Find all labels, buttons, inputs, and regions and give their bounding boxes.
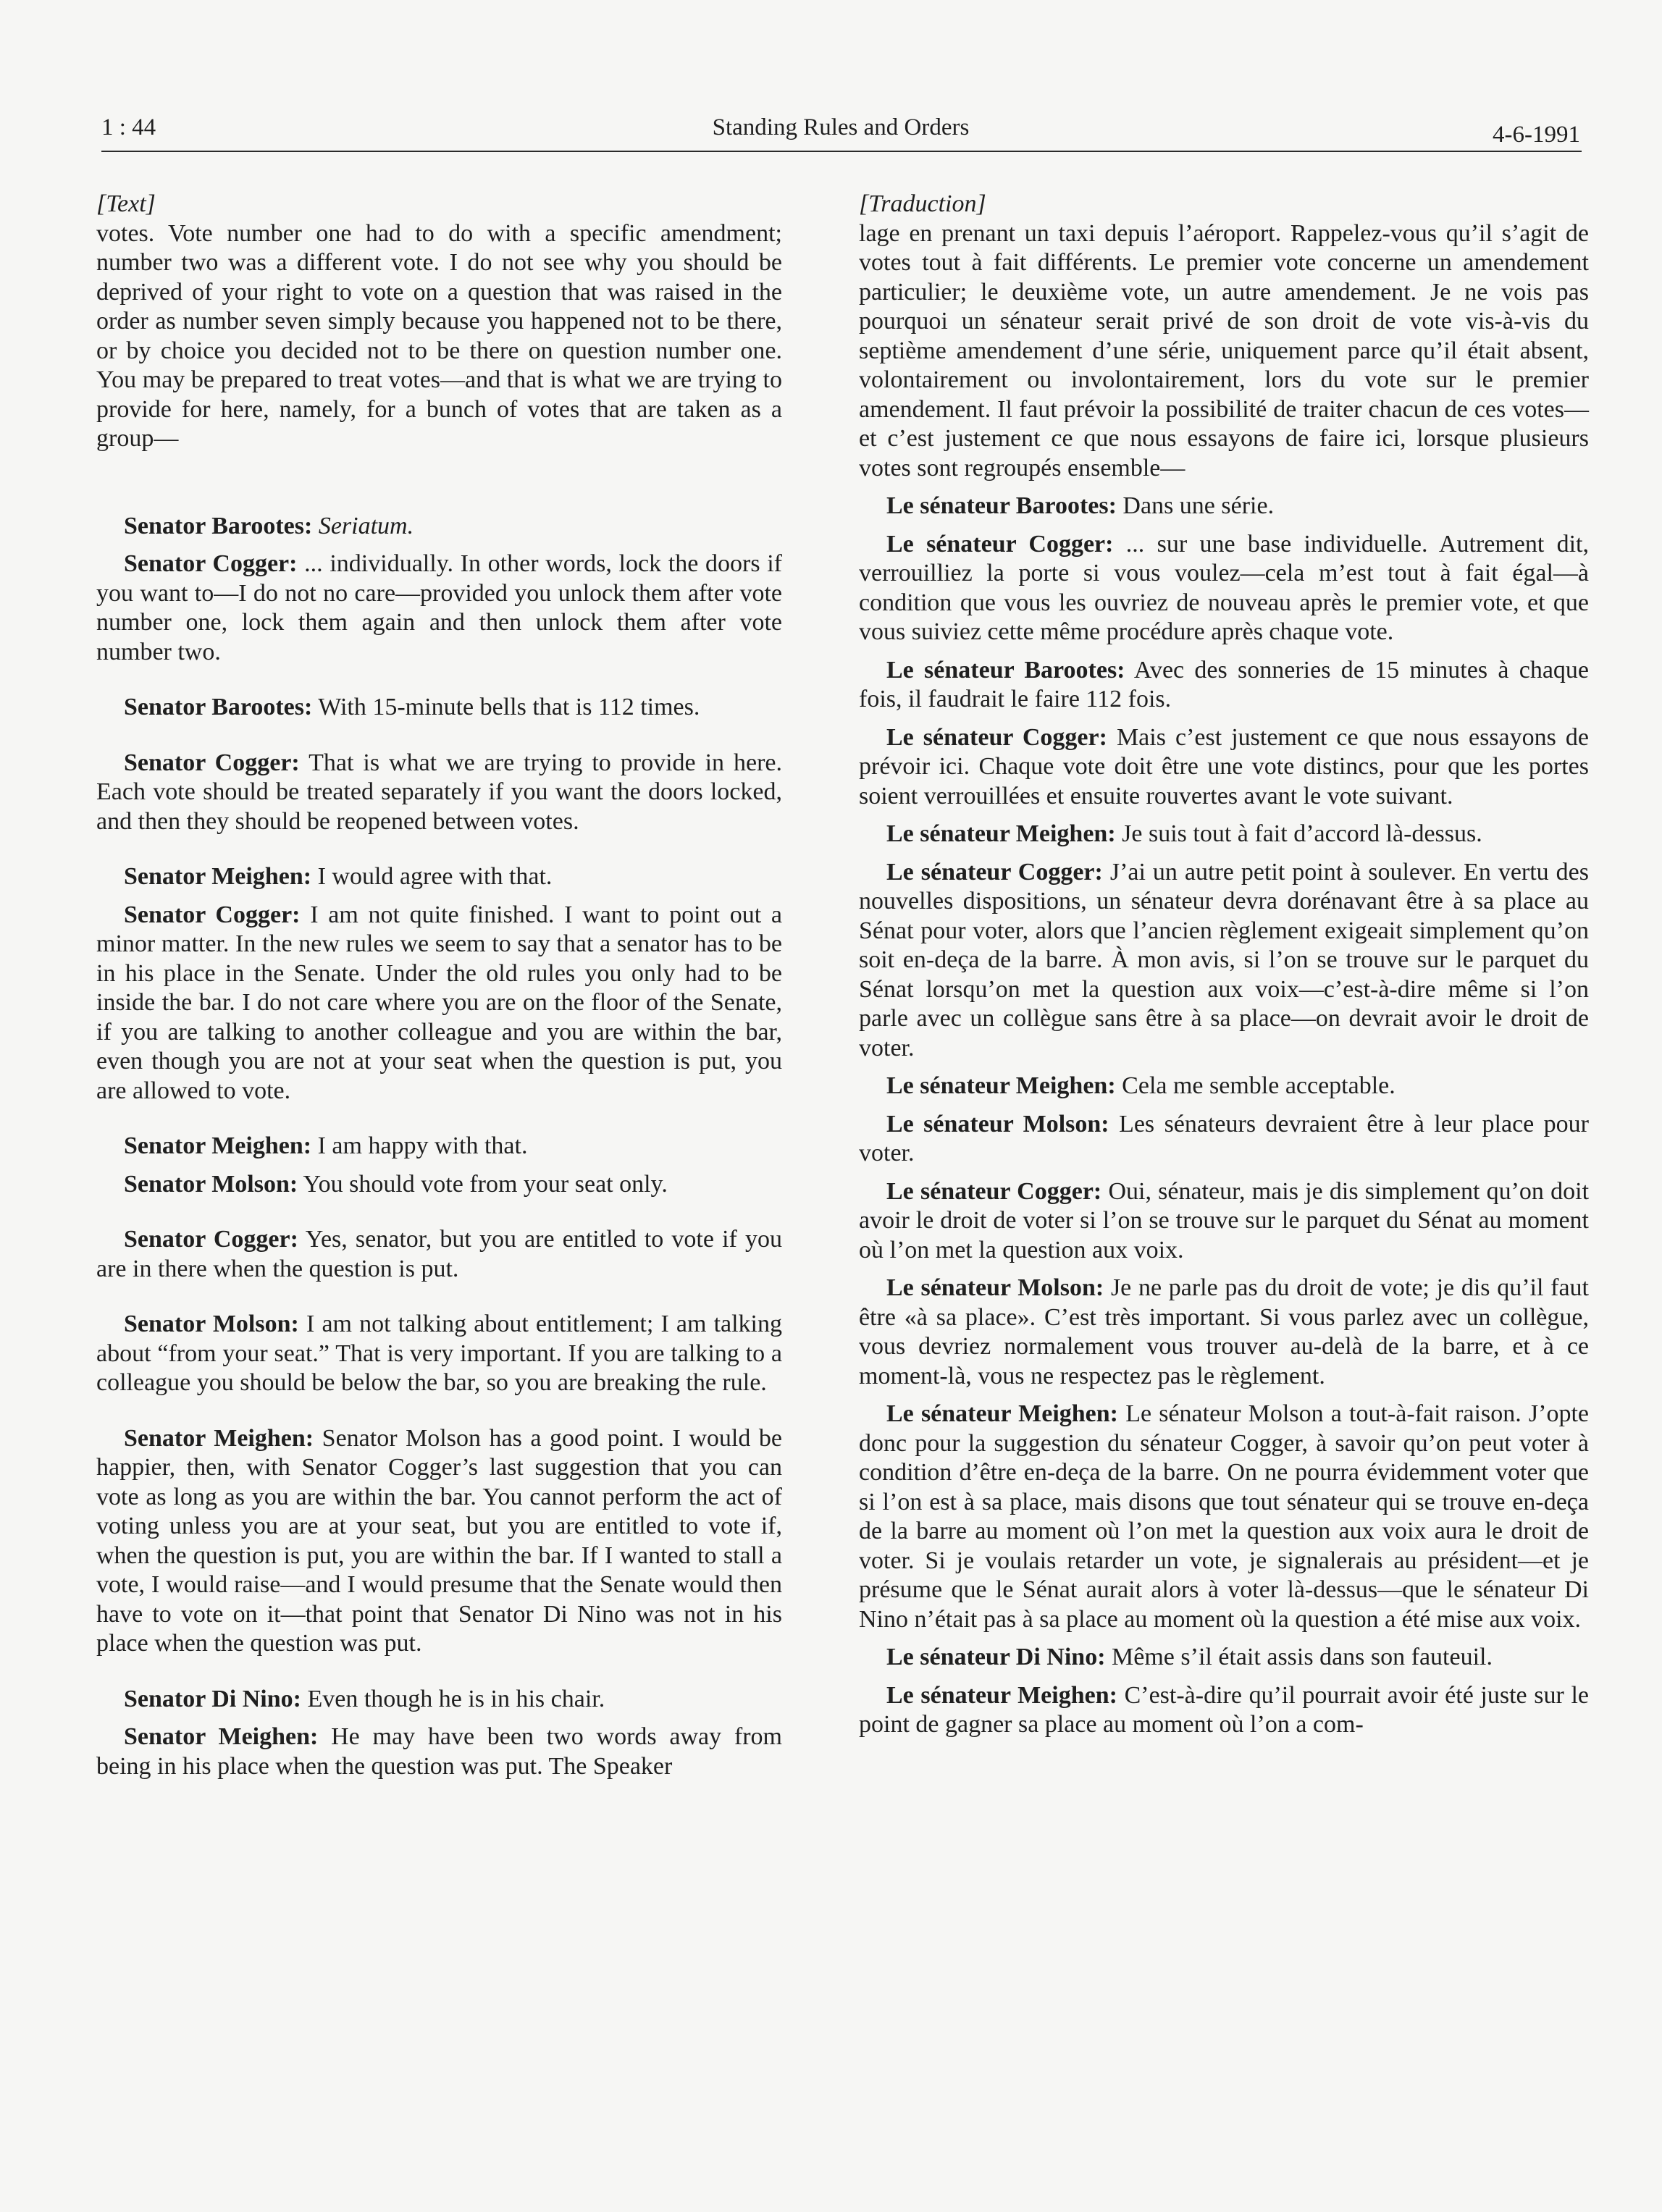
paragraph-text: I am not talking about entitlement; I am talking about “from your seat.” That is very important. If you are talking to a colleague you should be below the bar, so you are breaking the rule. <box>96 1311 782 1396</box>
speaker-name: Senator Meighen: <box>124 863 312 890</box>
running-title: Standing Rules and Orders <box>712 114 970 140</box>
paragraph-text: Senator Molson has a good point. I would be happier, then, with Senator Cogger’s last suggestion that you can vote as long as you are within the bar. You cannot perform the act of voting unless you are at your seat, but you are entitled to vote if, when the question is put, you are within the bar. If I wanted to stall a vote, I would raise—and I would presume that the Senate would then have to vote on it—that point that Senator Di Nino was not in his place when the question was put. <box>96 1424 782 1657</box>
paragraph-text: ... individually. In other words, lock the doors if you want to—I do not no care—provided you unlock them after vote number one, lock them again and then unlock them after vote number two. <box>96 550 783 665</box>
speaker-name: Senator Barootes: <box>124 512 313 539</box>
paragraph <box>859 1177 1589 1266</box>
paragraph <box>96 550 782 667</box>
paragraph-text: I am not quite finished. I want to point out a minor matter. In the new rules we seem to say that a senator has to be in his place in the Senate. Under the old rules you only had to be inside the bar. I do not care where you are on the floor of the Senate, if you are talking to another colleague and you are within the bar, even though you are not at your seat when the question is put, you are allowed to vote. <box>96 901 782 1104</box>
speaker-name: Le sénateur Cogger: <box>886 858 1103 886</box>
paragraph <box>859 820 1589 849</box>
paragraph-text: Cela me semble acceptable. <box>1122 1072 1396 1099</box>
paragraph <box>96 219 782 454</box>
paragraph-text: C’est-à-dire qu’il pourrait avoir été juste sur le point de gagner sa place au moment où l’on a com- <box>859 1681 1590 1738</box>
paragraph-text: Seriatum. <box>318 512 414 539</box>
paragraph-text: lage en prenant un taxi depuis l’aéroport. Rappelez-vous qu’il s’agit de votes tout à fait différents. Le premier vote concerne un amendement particulier; le deuxième vote, un autre amendement. Je ne vois pas pourquoi un sénateur serait privé de son droit de vote vis-à-vis du septième amendement d’une série, uniquement parce qu’il était absent, volontairement ou involontairement, lors du vote sur le premier amendement. Il faut prévoir la possibilité de traiter chacun de ces votes—et c’est justement ce que nous essayons de faire ici, lorsque plusieurs votes sont regroupés ensemble— <box>859 219 1589 481</box>
paragraph-text: Même s’il était assis dans son fauteuil. <box>1112 1644 1493 1670</box>
paragraph <box>96 1424 782 1659</box>
speaker-name: Le sénateur Cogger: <box>886 723 1107 751</box>
speaker-name: Senator Molson: <box>124 1170 298 1198</box>
paragraph-text: Je suis tout à fait d’accord là-dessus. <box>1122 820 1482 847</box>
paragraph <box>859 219 1589 484</box>
speaker-name: Le sénateur Cogger: <box>886 530 1114 558</box>
paragraph <box>96 1170 782 1200</box>
speaker-name: Senator Di Nino: <box>124 1685 301 1712</box>
speaker-name: Le sénateur Barootes: <box>886 656 1125 684</box>
speaker-name: Le sénateur Molson: <box>886 1110 1109 1137</box>
paragraph <box>859 723 1589 812</box>
paragraph <box>96 1132 782 1161</box>
column-label: [Traduction] <box>859 190 986 217</box>
speaker-name: Senator Molson: <box>124 1311 299 1337</box>
speaker-name: Senator Meighen: <box>124 1424 314 1452</box>
paragraph-text: Oui, sénateur, mais je dis simplement qu’on doit avoir le droit de voter si l’on se trouve sur le parquet du Sénat au moment où l’on met la question aux voix. <box>859 1177 1590 1263</box>
paragraph-text: votes. Vote number one had to do with a specific amendment; number two was a different vote. I do not see why you should be deprived of your right to vote on a question that was raised in the order as number seven simply because you happened not to be there, or by choice you decided not to be there on question number one. You may be prepared to treat votes—and that is what we are trying to provide for here, namely, for a bunch of votes that are taken as a group— <box>96 219 782 452</box>
paragraph-text: J’ai un autre petit point à soulever. En vertu des nouvelles dispositions, un sénateur devra dorénavant être à sa place au Sénat pour voter, alors que l’ancien règlement exigeait simplement qu’on soit en-deça de la barre. À mon avis, si l’on se trouve sur le parquet du Sénat lorsqu’on met la question aux voix—c’est-à-dire même si l’on parle avec un collègue sans être à sa place—on devrait avoir le droit de voter. <box>859 858 1589 1061</box>
paragraph-text: Even though he is in his chair. <box>307 1685 605 1712</box>
paragraph-text: With 15-minute bells that is 112 times. <box>318 694 700 720</box>
paragraph-text: That is what we are trying to provide in here. Each vote should be treated separately if you want the doors locked, and then they should be reopened between votes. <box>96 749 782 835</box>
paragraph <box>859 656 1589 715</box>
speaker-name: Senator Cogger: <box>124 550 298 577</box>
paragraph-text: ... sur une base individuelle. Autrement dit, verrouilliez la porte si vous voulez—cela m’est tout à fait égal—à condition que vous les ouvriez de nouveau après le premier vote, et que vous suiviez cette même procédure après chaque vote. <box>859 530 1589 645</box>
paragraph-text: Les sénateurs devraient être à leur place pour voter. <box>859 1110 1589 1166</box>
paragraph-text: I am happy with that. <box>317 1132 528 1159</box>
speaker-name: Le sénateur Molson: <box>886 1274 1104 1301</box>
speaker-name: Le sénateur Meighen: <box>886 1400 1119 1427</box>
page-number: 1 : 44 <box>101 114 156 140</box>
speaker-name: Le sénateur Cogger: <box>886 1177 1102 1205</box>
speaker-name: Senator Cogger: <box>124 901 301 928</box>
column-label: [Text] <box>96 190 156 217</box>
paragraph-text: He may have been two words away from being in his place when the question was put. The Speaker <box>96 1723 782 1780</box>
paragraph-text: Mais c’est justement ce que nous essayons de prévoir ici. Chaque vote doit être une vote distincs, pour que les portes soient verrouillées et ensuite rouvertes avant le vote suivant. <box>859 723 1590 809</box>
speaker-name: Le sénateur Meighen: <box>886 820 1116 847</box>
paragraph <box>859 1400 1589 1634</box>
paragraph <box>859 1110 1589 1169</box>
paragraph <box>96 1685 782 1715</box>
paragraph <box>96 901 782 1106</box>
paragraph <box>859 858 1589 1064</box>
speaker-name: Le sénateur Meighen: <box>886 1681 1117 1709</box>
speaker-name: Senator Barootes: <box>124 694 313 720</box>
page-date: 4-6-1991 <box>1493 122 1580 148</box>
speaker-name: Le sénateur Barootes: <box>886 492 1117 519</box>
paragraph <box>859 1072 1589 1101</box>
paragraph <box>859 1274 1589 1391</box>
paragraph <box>859 1643 1589 1673</box>
paragraph <box>96 693 782 723</box>
paragraph-text: You should vote from your seat only. <box>303 1170 668 1198</box>
speaker-name: Le sénateur Di Nino: <box>886 1644 1106 1670</box>
paragraph <box>96 1723 782 1781</box>
paragraph-text: Je ne parle pas du droit de vote; je dis qu’il faut être «à sa place». C’est très important. Si vous parlez avec un collègue, vous devriez normalement vous trouver au-delà de la barre, et à ce moment-là, vous ne respectez pas le règlement. <box>859 1274 1589 1389</box>
paragraph <box>96 512 782 542</box>
paragraph <box>859 1681 1589 1740</box>
speaker-name: Senator Cogger: <box>124 749 300 776</box>
english-column <box>96 190 782 1781</box>
paragraph <box>96 749 782 837</box>
page-header <box>101 114 1580 155</box>
paragraph <box>96 1225 782 1284</box>
speaker-name: Le sénateur Meighen: <box>886 1072 1116 1099</box>
paragraph <box>859 492 1589 521</box>
paragraph-text: Le sénateur Molson a tout-à-fait raison. J’opte donc pour la suggestion du sénateur Cogger, à savoir qu’on peut voter à condition d’être en-deça de la barre. On ne pourra évidemment voter que si l’on est à sa place, mais disons que tout sénateur qui se trouve en-deça de la barre au moment où l’on met la question aux voix aura le droit de voter. Si je voulais retarder un vote, je signalerais au président—et je présume que le Sénat aurait alors à voter là-dessus—que le sénateur Di Nino n’était pas à sa place au moment où la question a été mise aux voix. <box>859 1400 1590 1633</box>
paragraph <box>859 530 1589 647</box>
paragraph-text: Avec des sonneries de 15 minutes à chaque fois, il faudrait le faire 112 fois. <box>859 656 1590 712</box>
paragraph-text: Dans une série. <box>1122 492 1275 519</box>
french-column <box>859 190 1589 1740</box>
header-rule <box>101 151 1582 152</box>
paragraph <box>96 1310 782 1398</box>
paragraph <box>96 862 782 892</box>
paragraph-text: I would agree with that. <box>317 863 553 890</box>
speaker-name: Senator Cogger: <box>124 1226 298 1253</box>
speaker-name: Senator Meighen: <box>124 1132 312 1159</box>
speaker-name: Senator Meighen: <box>124 1723 319 1750</box>
paragraph-text: Yes, senator, but you are entitled to vote if you are in there when the question is put. <box>96 1226 782 1282</box>
